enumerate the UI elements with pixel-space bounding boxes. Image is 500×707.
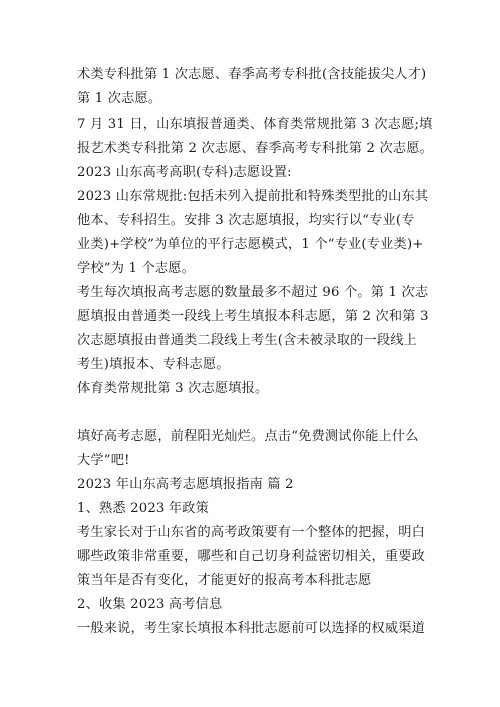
text-line: 愿填报由普通类一段线上考生填报本科志愿，第 2 次和第 3 xyxy=(77,309,429,324)
text-line: 考生每次填报高考志愿的数量最多不超过 96 个。第 1 次志 xyxy=(77,285,429,300)
list-item-heading: 2、收集 2023 高考信息 xyxy=(77,597,223,612)
text-line: 大学”吧! xyxy=(77,453,130,468)
text-line: 考生家长对于山东省的高考政策要有一个整体的把握，明白 xyxy=(77,525,426,540)
text-line: 填好高考志愿，前程阳光灿烂。点击“免费测试你能上什么 xyxy=(77,429,419,444)
text-line: 考生)填报本、专科志愿。 xyxy=(77,357,230,372)
text-line: 一般来说，考生家长填报本科批志愿前可以选择的权威渠道 xyxy=(77,621,426,636)
text-line: 学校”为 1 个志愿。 xyxy=(77,261,196,276)
section-heading: 2023 山东高考高职(专科)志愿设置: xyxy=(77,165,292,180)
text-line: 7 月 31 日，山东填报普通类、体育类常规批第 3 次志愿;填 xyxy=(77,117,433,132)
text-line: 策当年是否有变化，才能更好的报高考本科批志愿 xyxy=(77,573,372,588)
section-heading: 2023 年山东高考志愿填报指南 篇 2 xyxy=(77,477,294,492)
text-line: 术类专科批第 1 次志愿、春季高考专科批(含技能拔尖人才) xyxy=(77,67,427,82)
text-line: 业类)+学校”为单位的平行志愿模式，1 个“专业(专业类)+ xyxy=(77,237,424,252)
text-line: 第 1 次志愿。 xyxy=(77,91,162,106)
text-line: 体育类常规批第 3 次志愿填报。 xyxy=(77,381,269,396)
list-item-heading: 1、熟悉 2023 年政策 xyxy=(77,501,210,516)
text-line: 2023 山东常规批:包括未列入提前批和特殊类型批的山东其 xyxy=(77,189,429,204)
text-line: 哪些政策非常重要，哪些和自己切身利益密切相关，重要政 xyxy=(77,549,426,564)
text-line: 他本、专科招生。安排 3 次志愿填报，均实行以“专业(专 xyxy=(77,213,415,228)
text-line: 次志愿填报由普通类二段线上考生(含未被录取的一段线上 xyxy=(77,333,418,348)
text-line: 报艺术类专科批第 2 次志愿、春季高考专科批第 2 次志愿。 xyxy=(77,141,434,156)
